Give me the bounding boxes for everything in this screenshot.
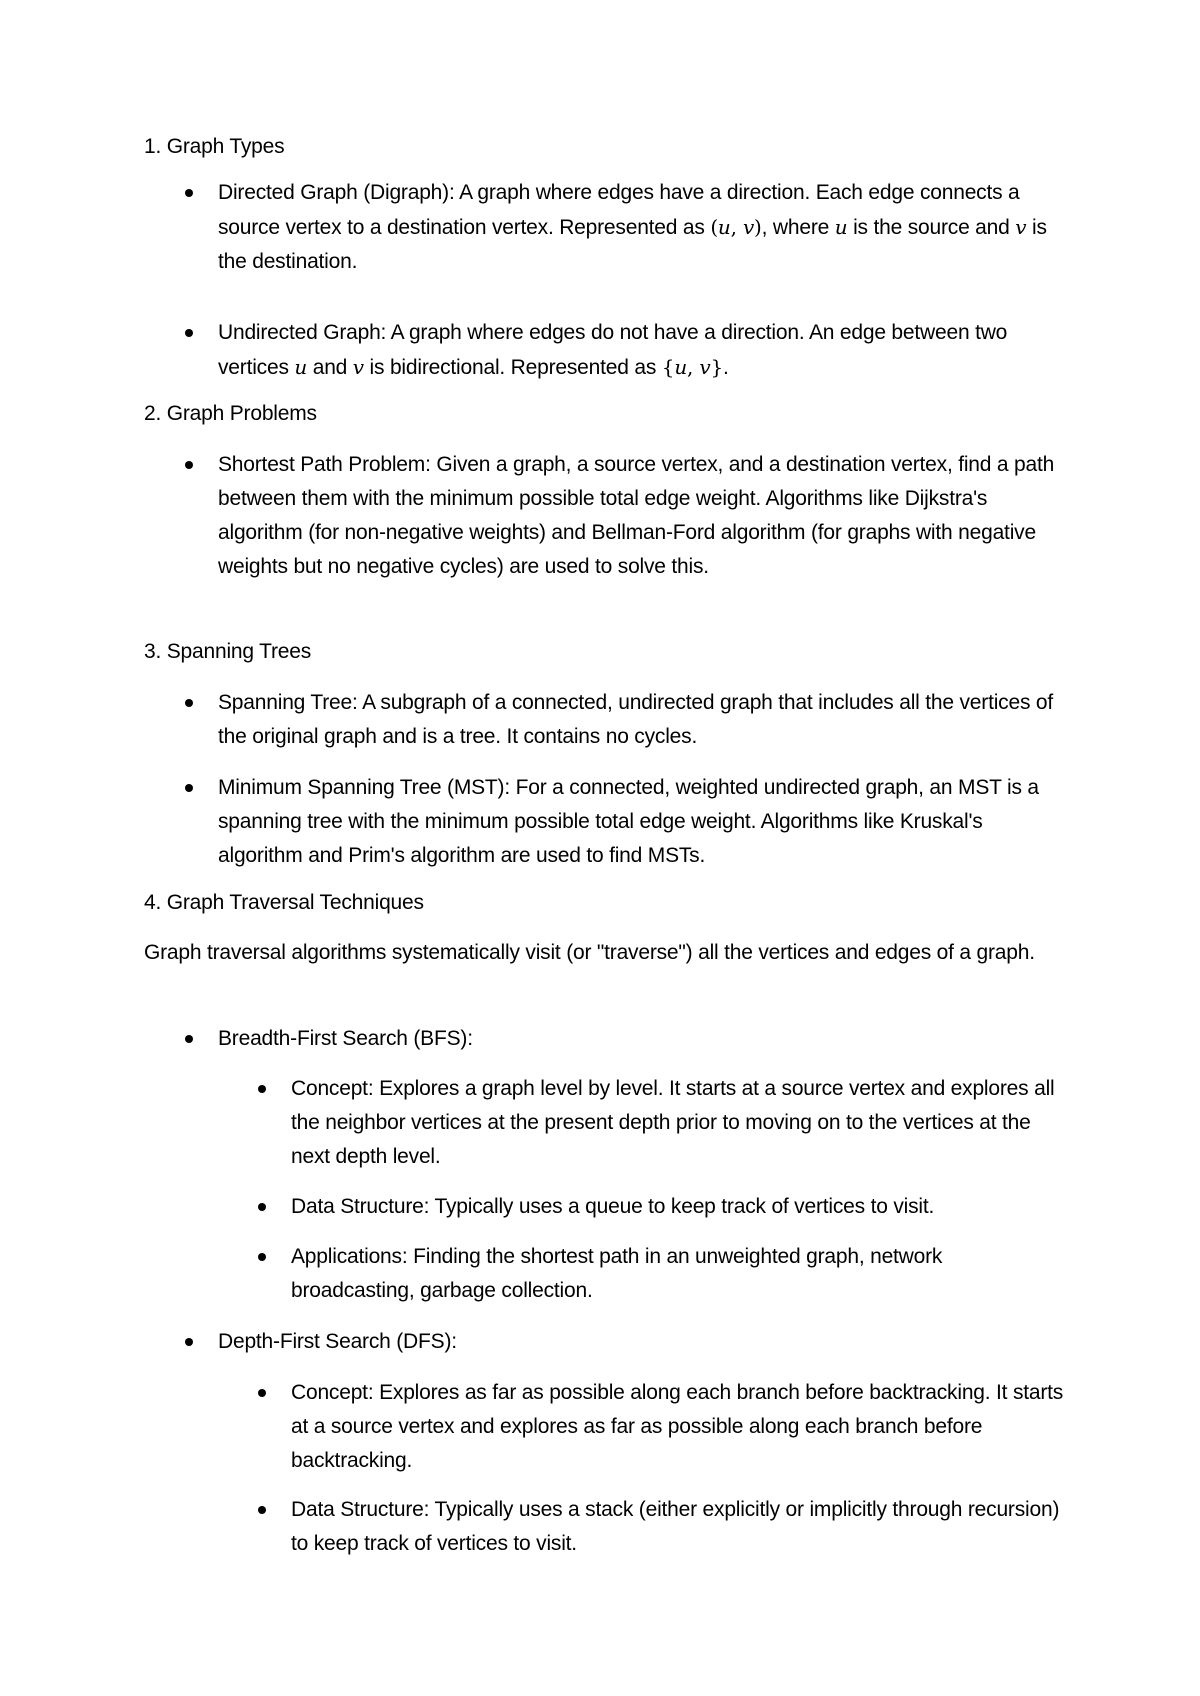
bullet-icon bbox=[258, 1506, 266, 1514]
bullet-icon bbox=[185, 1035, 193, 1043]
bullet-icon bbox=[185, 329, 193, 337]
bullet-icon bbox=[258, 1085, 266, 1093]
list-item-bfs-concept: Concept: Explores a graph level by level. It starts at a source vertex and explores all the neighbor vertices at the present depth prior to moving on to the vertices at the next depth level. bbox=[291, 1072, 1071, 1174]
section-heading-spanning-trees: 3. Spanning Trees bbox=[144, 640, 312, 663]
bullet-icon bbox=[185, 1338, 193, 1346]
list-item-bfs-applications: Applications: Finding the shortest path in an unweighted graph, network broadcasting, garbage collection. bbox=[291, 1240, 1071, 1308]
bullet-icon bbox=[185, 189, 193, 197]
traversal-intro-paragraph: Graph traversal algorithms systematically visit (or "traverse") all the vertices and edges of a graph. bbox=[144, 941, 1035, 964]
list-item-spanning-tree: Spanning Tree: A subgraph of a connected, undirected graph that includes all the vertices of the original graph and is a tree. It contains no cycles. bbox=[218, 686, 1068, 754]
list-item-dfs-data-structure: Data Structure: Typically uses a stack (either explicitly or implicitly through recursion) to keep track of vertices to visit. bbox=[291, 1493, 1071, 1561]
list-item-bfs-data-structure: Data Structure: Typically uses a queue to keep track of vertices to visit. bbox=[291, 1190, 1071, 1224]
list-item-shortest-path: Shortest Path Problem: Given a graph, a source vertex, and a destination vertex, find a path between them with the minimum possible total edge weight. Algorithms like Dijkstra's algorithm (for non-negative weights) and Bellman-Ford algorithm (for graphs with negative weights but no negative cycles) are used to solve this. bbox=[218, 448, 1068, 584]
list-item-directed-graph: Directed Graph (Digraph): A graph where edges have a direction. Each edge connects a source vertex to a destination vertex. Represented as (u, v), where u is the source and v is the destination. bbox=[218, 176, 1068, 279]
list-item-bfs: Breadth-First Search (BFS): bbox=[218, 1022, 1068, 1056]
bullet-icon bbox=[258, 1203, 266, 1211]
list-item-dfs: Depth-First Search (DFS): bbox=[218, 1325, 1068, 1359]
bullet-icon bbox=[185, 784, 193, 792]
list-item-undirected-graph: Undirected Graph: A graph where edges do not have a direction. An edge between two vertices u and v is bidirectional. Represented as {u, v}. bbox=[218, 316, 1068, 385]
bullet-icon bbox=[258, 1253, 266, 1261]
section-heading-graph-types: 1. Graph Types bbox=[144, 135, 285, 158]
bullet-icon bbox=[185, 461, 193, 469]
bullet-icon bbox=[185, 699, 193, 707]
list-item-mst: Minimum Spanning Tree (MST): For a connected, weighted undirected graph, an MST is a spanning tree with the minimum possible total edge weight. Algorithms like Kruskal's algorithm and Prim's algorithm are used to find MSTs. bbox=[218, 771, 1068, 873]
list-item-dfs-concept: Concept: Explores as far as possible along each branch before backtracking. It starts at a source vertex and explores as far as possible along each branch before backtracking. bbox=[291, 1376, 1071, 1478]
section-heading-graph-problems: 2. Graph Problems bbox=[144, 402, 317, 425]
section-heading-graph-traversal: 4. Graph Traversal Techniques bbox=[144, 891, 424, 914]
bullet-icon bbox=[258, 1389, 266, 1397]
